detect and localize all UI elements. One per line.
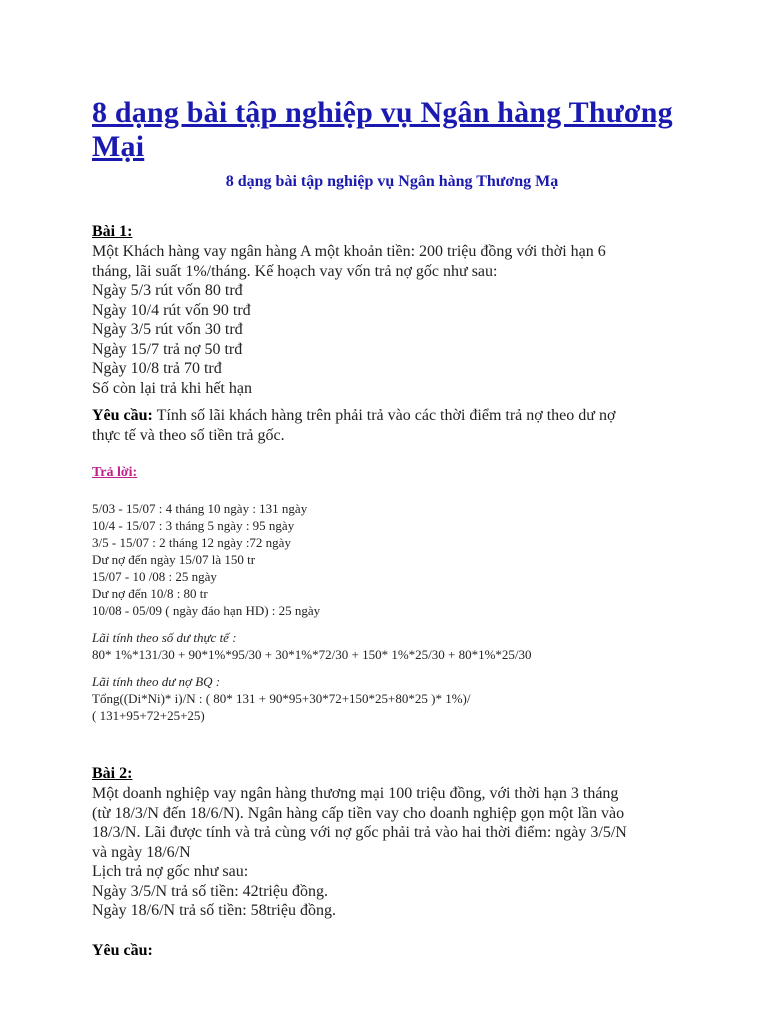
bai1-line: Ngày 10/4 rút vốn 90 trđ — [92, 301, 251, 319]
bai1-requirement-label: Yêu cầu: — [92, 407, 153, 424]
answer-line: Dư nợ đến ngày 15/07 là 150 tr — [92, 552, 256, 567]
formula-actual-balance-label: Lãi tính theo số dư thực tế : — [92, 630, 237, 645]
bai1-problem-text — [92, 242, 692, 398]
bai2-heading: Bài 2: — [92, 765, 133, 782]
document-page — [92, 96, 692, 961]
bai1-line: tháng, lãi suất 1%/tháng. Kế hoạch vay vốn trả nợ gốc như sau: — [92, 262, 498, 280]
bai2-requirement-label: Yêu cầu: — [92, 941, 153, 959]
bai1-requirement — [92, 406, 692, 446]
answer-line: 15/07 - 10 /08 : 25 ngày — [92, 569, 217, 584]
bai1-line: Một Khách hàng vay ngân hàng A một khoản tiền: 200 triệu đồng với thời hạn 6 — [92, 243, 606, 260]
bai2-line: Ngày 3/5/N trả số tiền: 42triệu đồng. — [92, 882, 328, 900]
bai1-answer-lines — [92, 500, 692, 619]
bai1-line: Ngày 10/8 trả 70 trđ — [92, 360, 222, 377]
bai1-line: Ngày 3/5 rút vốn 30 trđ — [92, 321, 243, 338]
formula-average-balance — [92, 673, 692, 724]
bai1-section — [92, 222, 692, 724]
bai1-heading: Bài 1: — [92, 223, 133, 240]
page-title[interactable]: 8 dạng bài tập nghiệp vụ Ngân hàng Thương Mại — [92, 96, 673, 163]
answer-line: 10/4 - 15/07 : 3 tháng 5 ngày : 95 ngày — [92, 518, 295, 533]
formula-average-balance-line-1: Tổng((Di*Ni)* i)/N : ( 80* 131 + 90*95+30*72+150*25+80*25 )* 1%)/ — [92, 691, 471, 706]
bai1-line: Số còn lại trả khi hết hạn — [92, 379, 252, 397]
bai2-line: (từ 18/3/N đến 18/6/N). Ngân hàng cấp tiền vay cho doanh nghiệp gọn một lần vào — [92, 804, 625, 822]
document-subtitle: 8 dạng bài tập nghiệp vụ Ngân hàng Thương Mạ — [225, 173, 559, 190]
bai2-line: 18/3/N. Lãi được tính và trả cùng với nợ gốc phải trả vào hai thời điểm: ngày 3/5/N — [92, 824, 627, 841]
answer-line: 5/03 - 15/07 : 4 tháng 10 ngày : 131 ngày — [92, 501, 308, 516]
formula-actual-balance — [92, 629, 692, 663]
formula-actual-balance-expression: 80* 1%*131/30 + 90*1%*95/30 + 30*1%*72/30 + 150* 1%*25/30 + 80*1%*25/30 — [92, 647, 532, 662]
bai2-section — [92, 764, 692, 961]
formula-average-balance-label: Lãi tính theo dư nợ BQ : — [92, 674, 221, 689]
bai2-line: và ngày 18/6/N — [92, 843, 191, 861]
bai1-answer-label: Trả lời: — [92, 465, 138, 480]
bai2-line: Lịch trả nợ gốc như sau: — [92, 863, 249, 880]
bai1-line: Ngày 15/7 trả nợ 50 trđ — [92, 340, 243, 358]
bai2-line: Một doanh nghiệp vay ngân hàng thương mại 100 triệu đồng, với thời hạn 3 tháng — [92, 785, 619, 802]
bai2-problem-text — [92, 784, 692, 921]
answer-line: 3/5 - 15/07 : 2 tháng 12 ngày :72 ngày — [92, 535, 291, 550]
answer-line: 10/08 - 05/09 ( ngày đáo hạn HD) : 25 ngày — [92, 603, 321, 618]
bai1-line: Ngày 5/3 rút vốn 80 trđ — [92, 282, 243, 299]
answer-line: Dư nợ đến 10/8 : 80 tr — [92, 586, 208, 601]
bai1-requirement-text: Tính số lãi khách hàng trên phải trả vào các thời điểm trả nợ theo dư nợ — [152, 407, 616, 424]
formula-average-balance-line-2: ( 131+95+72+25+25) — [92, 708, 205, 723]
bai2-line: Ngày 18/6/N trả số tiền: 58triệu đồng. — [92, 902, 336, 919]
bai1-requirement-text-2: thực tế và theo số tiền trả gốc. — [92, 427, 285, 444]
